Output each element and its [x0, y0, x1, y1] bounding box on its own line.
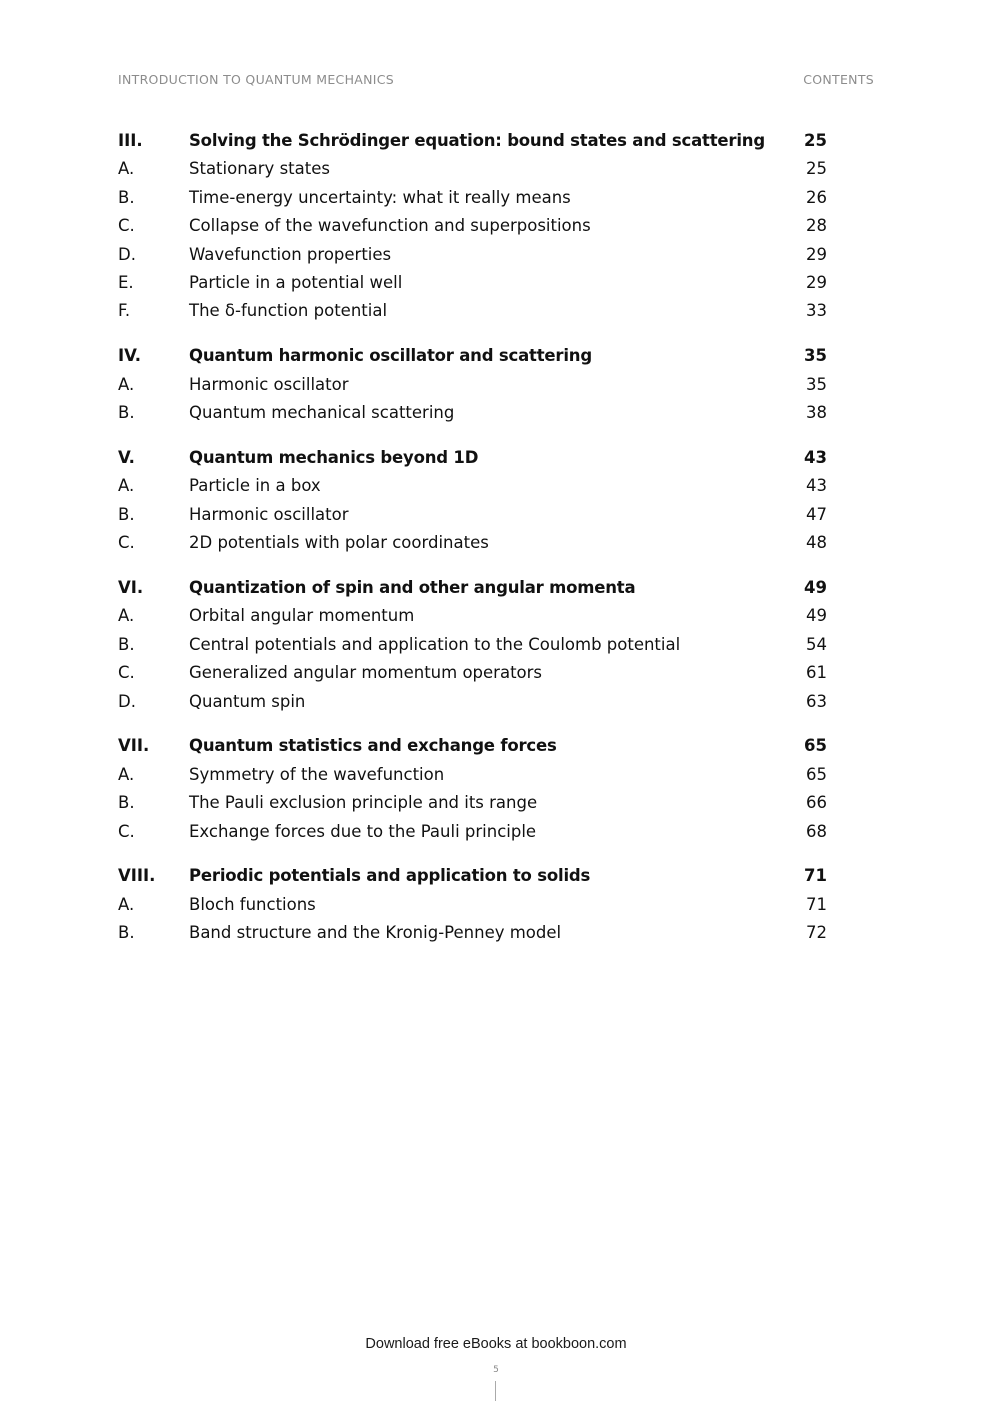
- toc-entry-title: Bloch functions: [189, 894, 316, 914]
- toc-entry-page: 65: [806, 764, 827, 784]
- toc-entry[interactable]: [118, 602, 830, 630]
- toc-entry[interactable]: [118, 184, 830, 212]
- toc-entry-page: 43: [806, 476, 827, 496]
- toc-entry-title: Harmonic oscillator: [189, 374, 349, 394]
- toc-entry-title: Orbital angular momentum: [189, 606, 415, 626]
- toc-entry[interactable]: [118, 472, 830, 500]
- toc-entry-title: Symmetry of the wavefunction: [189, 764, 445, 784]
- toc-entry-page: 47: [806, 504, 827, 524]
- toc-chapter: [118, 444, 830, 558]
- toc-entry[interactable]: [118, 371, 830, 399]
- toc-entry-number: VIII.: [118, 866, 156, 886]
- running-header: [118, 72, 874, 90]
- toc-entry-title: Quantum mechanical scattering: [189, 403, 455, 423]
- toc-entry-number: B.: [118, 504, 135, 524]
- toc-entry[interactable]: [118, 155, 830, 183]
- toc-chapter-heading[interactable]: [118, 127, 830, 155]
- toc-entry-title: Quantization of spin and other angular momenta: [189, 577, 636, 597]
- toc-entry-page: 49: [804, 577, 827, 597]
- toc-entry-title: Quantum harmonic oscillator and scattering: [189, 346, 592, 366]
- toc-entry[interactable]: [118, 891, 830, 919]
- toc-chapter-heading[interactable]: [118, 342, 830, 370]
- toc-entry-number: D.: [118, 244, 136, 264]
- toc-entry-page: 71: [804, 866, 827, 886]
- toc-entry-page: 65: [804, 736, 827, 756]
- toc-entry-number: D.: [118, 691, 136, 711]
- toc-entry-title: Central potentials and application to the Coulomb potential: [189, 634, 681, 654]
- toc-entry[interactable]: [118, 529, 830, 557]
- toc-entry[interactable]: [118, 241, 830, 269]
- toc-entry-page: 29: [806, 272, 827, 292]
- toc-entry-number: A.: [118, 606, 135, 626]
- toc-entry-page: 63: [806, 691, 827, 711]
- toc-entry-number: A.: [118, 764, 135, 784]
- toc-chapter: [118, 342, 830, 427]
- toc-entry[interactable]: [118, 399, 830, 427]
- toc-entry-title: Quantum statistics and exchange forces: [189, 736, 557, 756]
- toc-chapter: [118, 574, 830, 716]
- toc-entry-number: E.: [118, 272, 134, 292]
- toc-entry-number: A.: [118, 476, 135, 496]
- toc-entry[interactable]: [118, 269, 830, 297]
- toc-entry-page: 33: [806, 301, 827, 321]
- toc-entry-page: 38: [806, 403, 827, 423]
- toc-entry-title: Particle in a potential well: [189, 272, 403, 292]
- toc-entry-number: A.: [118, 159, 135, 179]
- toc-entry-title: Solving the Schrödinger equation: bound states and scattering: [189, 131, 765, 150]
- toc-entry-page: 49: [806, 606, 827, 626]
- toc-entry-number: B.: [118, 187, 135, 207]
- toc-entry-number: III.: [118, 131, 143, 150]
- toc-entry-number: B.: [118, 403, 135, 423]
- toc-entry-number: V.: [118, 447, 135, 467]
- toc-entry-title: Exchange forces due to the Pauli principle: [189, 821, 537, 841]
- toc-entry-page: 72: [806, 923, 827, 943]
- toc-entry-page: 28: [806, 216, 827, 236]
- toc-entry[interactable]: [118, 212, 830, 240]
- toc-chapter: [118, 127, 830, 326]
- toc-entry-number: B.: [118, 793, 135, 813]
- toc-entry-page: 25: [806, 159, 827, 179]
- toc-entry-number: VI.: [118, 577, 144, 597]
- section-label: CONTENTS: [803, 72, 874, 87]
- toc-entry[interactable]: [118, 688, 830, 716]
- toc-entry-title: Generalized angular momentum operators: [189, 663, 543, 683]
- book-title: INTRODUCTION TO QUANTUM MECHANICS: [118, 72, 395, 87]
- toc-entry-page: 35: [806, 374, 827, 394]
- toc-entry-title: Particle in a box: [189, 476, 321, 496]
- toc-entry-number: VII.: [118, 736, 150, 756]
- toc-entry-page: 35: [804, 346, 827, 366]
- toc-entry-number: C.: [118, 821, 135, 841]
- toc-entry-title: Quantum spin: [189, 691, 306, 711]
- toc-entry-title: Wavefunction properties: [189, 244, 392, 264]
- toc-entry-page: 48: [806, 533, 827, 553]
- toc-entry[interactable]: [118, 761, 830, 789]
- toc-entry[interactable]: [118, 297, 830, 325]
- toc-entry-title: Time-energy uncertainty: what it really means: [189, 187, 571, 207]
- toc-chapter-heading[interactable]: [118, 574, 830, 602]
- toc-chapter-heading[interactable]: [118, 732, 830, 760]
- toc-entry-page: 61: [806, 663, 827, 683]
- toc-entry-number: IV.: [118, 346, 142, 366]
- toc-entry-number: C.: [118, 216, 135, 236]
- toc-entry-page: 66: [806, 793, 827, 813]
- toc-entry[interactable]: [118, 659, 830, 687]
- toc-entry-number: B.: [118, 634, 135, 654]
- toc-entry-page: 29: [806, 244, 827, 264]
- toc-entry-page: 43: [804, 447, 827, 467]
- table-of-contents: [118, 127, 830, 964]
- toc-entry-title: Harmonic oscillator: [189, 504, 349, 524]
- toc-entry-page: 68: [806, 821, 827, 841]
- toc-entry[interactable]: [118, 818, 830, 846]
- toc-entry-number: B.: [118, 923, 135, 943]
- download-link[interactable]: Download free eBooks at bookboon.com: [365, 1336, 627, 1352]
- toc-entry[interactable]: [118, 501, 830, 529]
- toc-entry-title: Band structure and the Kronig-Penney model: [189, 923, 562, 943]
- toc-entry[interactable]: [118, 631, 830, 659]
- toc-entry-page: 25: [804, 131, 827, 150]
- toc-entry-number: F.: [118, 301, 131, 321]
- toc-chapter-heading[interactable]: [118, 862, 830, 890]
- toc-entry-number: C.: [118, 533, 135, 553]
- toc-entry[interactable]: [118, 789, 830, 817]
- footer-divider: [495, 1381, 496, 1401]
- toc-entry-title: Stationary states: [189, 159, 330, 179]
- toc-entry-title: 2D potentials with polar coordinates: [189, 533, 489, 553]
- toc-entry-page: 71: [806, 894, 827, 914]
- toc-entry-title: Collapse of the wavefunction and superpositions: [189, 216, 591, 236]
- page-number: 5: [493, 1365, 499, 1375]
- toc-entry-number: C.: [118, 663, 135, 683]
- toc-chapter-heading[interactable]: [118, 444, 830, 472]
- toc-entry-title: The Pauli exclusion principle and its range: [189, 793, 538, 813]
- toc-entry-title: Periodic potentials and application to solids: [189, 866, 591, 886]
- toc-entry-title: Quantum mechanics beyond 1D: [189, 447, 479, 467]
- toc-entry-number: A.: [118, 374, 135, 394]
- toc-entry-title: The δ-function potential: [189, 301, 388, 321]
- toc-chapter: [118, 862, 830, 947]
- toc-entry-page: 26: [806, 187, 827, 207]
- toc-entry-number: A.: [118, 894, 135, 914]
- toc-entry[interactable]: [118, 919, 830, 947]
- toc-chapter: [118, 732, 830, 846]
- toc-entry-page: 54: [806, 634, 827, 654]
